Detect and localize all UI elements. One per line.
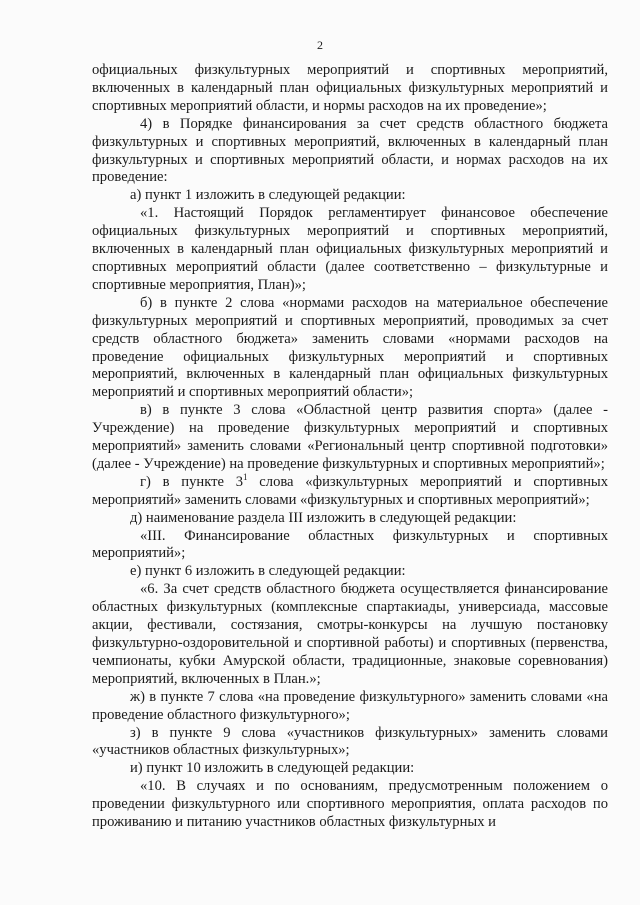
paragraph-point-6: «6. За счет средств областного бюджета осуществляется финансирование областных физкультурных (комплексные спартакиады, универсиада, массовые акции, фестивали, состязания, смотры-конкурсы на лучшую постановку физкультурно-оздоровительной и спортивной работы) и спортивных (первенства, чемпионаты, кубки Амурской области, традиционные, знаковые соревнования) мероприятий, включенных в План.»; — [92, 581, 608, 687]
paragraph-item-4: 4) в Порядке финансирования за счет средств областного бюджета физкультурных и спортивных мероприятий, включенных в календарный план физкультурных и спортивных мероприятий области, и нормах расходов на их проведение: — [92, 115, 608, 186]
item-g-superscript: 1 — [243, 471, 248, 482]
paragraph-point-10: «10. В случаях и по основаниям, предусмотренным положением о проведении физкультурного или спортивного мероприятия, оплата расходов по проживанию и питанию участников областных физкультурных и — [92, 778, 608, 831]
page-number: 2 — [317, 38, 323, 52]
paragraph-item-d: д) наименование раздела III изложить в следующей редакции: — [130, 509, 517, 526]
paragraph-point-1: «1. Настоящий Порядок регламентирует финансовое обеспечение официальных физкультурных мероприятий и спортивных мероприятий, включенных в календарный план официальных физкультурных мероприятий и спортивных мероприятий области (далее соответственно – физкультурные и спортивные мероприятия, План)»; — [92, 205, 608, 293]
paragraph-section-3-title: «III. Финансирование областных физкультурных и спортивных мероприятий»; — [92, 527, 608, 562]
paragraph-item-z: з) в пункте 9 слова «участников физкультурных» заменить словами «участников областных физкультурных»; — [92, 724, 608, 759]
document-body — [92, 62, 608, 832]
paragraph-item-zh: ж) в пункте 7 слова «на проведение физкультурного» заменить словами «на проведение областного физкультурного»; — [92, 688, 608, 723]
item-g-rest: слова «физкультурных мероприятий и спортивных мероприятий» заменить словами «физкультурных и спортивных мероприятий»; — [92, 473, 608, 508]
paragraph-continuation: официальных физкультурных мероприятий и спортивных мероприятий, включенных в календарный план официальных физкультурных мероприятий и спортивных мероприятий области, и нормы расходов на их проведение»; — [92, 62, 608, 114]
paragraph-item-g — [92, 471, 608, 510]
paragraph-item-b: б) в пункте 2 слова «нормами расходов на материальное обеспечение физкультурных мероприятий и спортивных мероприятий, проводимых за счет средств областного бюджета» заменить словами «нормами расходов на проведение официальных физкультурных мероприятий и спортивных мероприятий, включенных в календарный план официальных физкультурных мероприятий и спортивных мероприятий области»; — [92, 294, 608, 401]
item-g-start: г) в пункте 3 — [140, 473, 244, 490]
paragraph-item-i: и) пункт 10 изложить в следующей редакции: — [130, 760, 415, 777]
paragraph-item-v: в) в пункте 3 слова «Областной центр развития спорта» (далее - Учреждение) на проведение физкультурных мероприятий и спортивных мероприятий» заменить словами «Региональный центр спортивной подготовки» (далее - Учреждение) на проведение физкультурных и спортивных мероприятий»; — [92, 402, 608, 472]
paragraph-item-e: е) пункт 6 изложить в следующей редакции: — [130, 563, 406, 580]
paragraph-item-a: а) пункт 1 изложить в следующей редакции: — [130, 187, 406, 204]
